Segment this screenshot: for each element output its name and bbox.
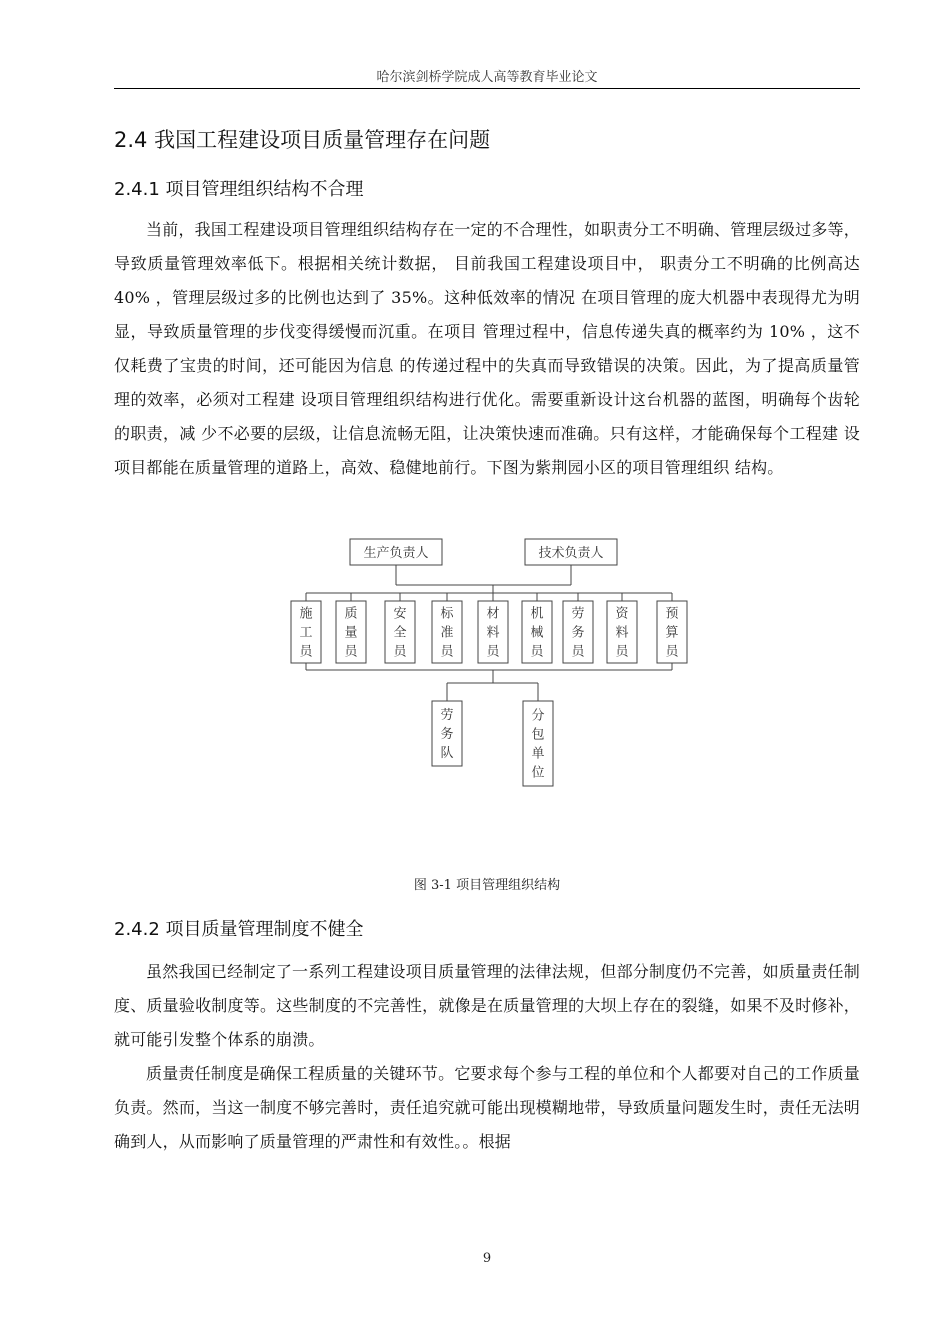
- org-node-middle-6: [522, 601, 552, 663]
- paragraph-2-4-2-b: 质量责任制度是确保工程质量的关键环节。它要求每个参与工程的单位和个人都要对自己的工作质量负责。然而，当这一制度不够完善时，责任追究就可能出现模糊地带，导致质量问题发生时，责任无法明确到人，从而影响了质量管理的严肃性和有效性。。根据: [114, 1064, 860, 1151]
- org-node-bottom-1: [432, 701, 462, 766]
- org-chart-figure: [288, 533, 688, 793]
- org-node-middle-2: [336, 601, 366, 663]
- org-node-middle-1-label: 施工员: [299, 606, 313, 660]
- org-node-top-1-label: 生产负责人: [363, 546, 429, 561]
- org-node-top-1: [350, 539, 442, 565]
- subsection-heading-2-4-1: 2.4.1 项目管理组织结构不合理: [114, 179, 364, 200]
- org-node-middle-6-label: 机械员: [530, 606, 544, 660]
- org-chart-svg: [288, 533, 688, 793]
- page-number: 9: [482, 1251, 492, 1266]
- org-node-middle-3-label: 安全员: [393, 606, 407, 660]
- org-node-bottom-2: [523, 701, 553, 786]
- org-node-middle-5-label: 材料员: [486, 606, 500, 660]
- org-node-middle-4-label: 标准员: [440, 606, 454, 660]
- figure-caption: 图 3-1 项目管理组织结构: [413, 878, 561, 893]
- org-node-middle-2-label: 质量员: [344, 606, 358, 660]
- org-node-middle-7: [563, 601, 593, 663]
- subsection-heading-2-4-2: 2.4.2 项目质量管理制度不健全: [114, 919, 364, 940]
- org-node-middle-3: [385, 601, 415, 663]
- org-node-middle-4: [432, 601, 462, 663]
- org-node-middle-9: [657, 601, 687, 663]
- page-header: 哈尔滨剑桥学院成人高等教育毕业论文: [376, 70, 598, 85]
- org-node-middle-9-label: 预算员: [665, 606, 679, 660]
- org-node-middle-7-label: 劳务员: [571, 606, 585, 660]
- org-node-middle-5: [478, 601, 508, 663]
- org-node-top-2: [525, 539, 617, 565]
- header-rule: [114, 88, 860, 89]
- org-node-middle-1: [291, 601, 321, 663]
- org-node-middle-8-label: 资料员: [615, 606, 629, 660]
- paragraph-2-4-2-a: 虽然我国已经制定了一系列工程建设项目质量管理的法律法规，但部分制度仍不完善，如质量责任制度、质量验收制度等。这些制度的不完善性，就像是在质量管理的大坝上存在的裂缝，如果不及时修补，就可能引发整个体系的崩溃。: [114, 962, 860, 1049]
- org-node-bottom-2-label: 分包单位: [531, 708, 545, 781]
- org-node-middle-8: [607, 601, 637, 663]
- section-heading: 2.4 我国工程建设项目质量管理存在问题: [114, 128, 491, 152]
- paragraph-2-4-1: 当前，我国工程建设项目管理组织结构存在一定的不合理性，如职责分工不明确、管理层级过多等，导致质量管理效率低下。根据相关统计数据， 目前我国工程建设项目中， 职责分工不明确的比例高达 40% ，管理层级过多的比例也达到了 35%。这种低效率的情况 在项目管理的庞大机器中表现得尤为明显，导致质量管理的步伐变得缓慢而沉重。在项目 管理过程中，信息传递失真的概率约为 10% ，这不仅耗费了宝贵的时间，还可能因为信息 的传递过程中的失真而导致错误的决策。因此，为了提高质量管理的效率，必须对工程建 设项目管理组织结构进行优化。需要重新设计这台机器的蓝图，明确每个齿轮的职责，减 少不必要的层级，让信息流畅无阻，让决策快速而准确。只有这样，才能确保每个工程建 设项目都能在质量管理的道路上，高效、稳健地前行。下图为紫荆园小区的项目管理组织 结构。: [114, 220, 860, 477]
- org-node-top-2-label: 技术负责人: [538, 546, 604, 561]
- org-node-bottom-1-label: 劳务队: [440, 708, 454, 761]
